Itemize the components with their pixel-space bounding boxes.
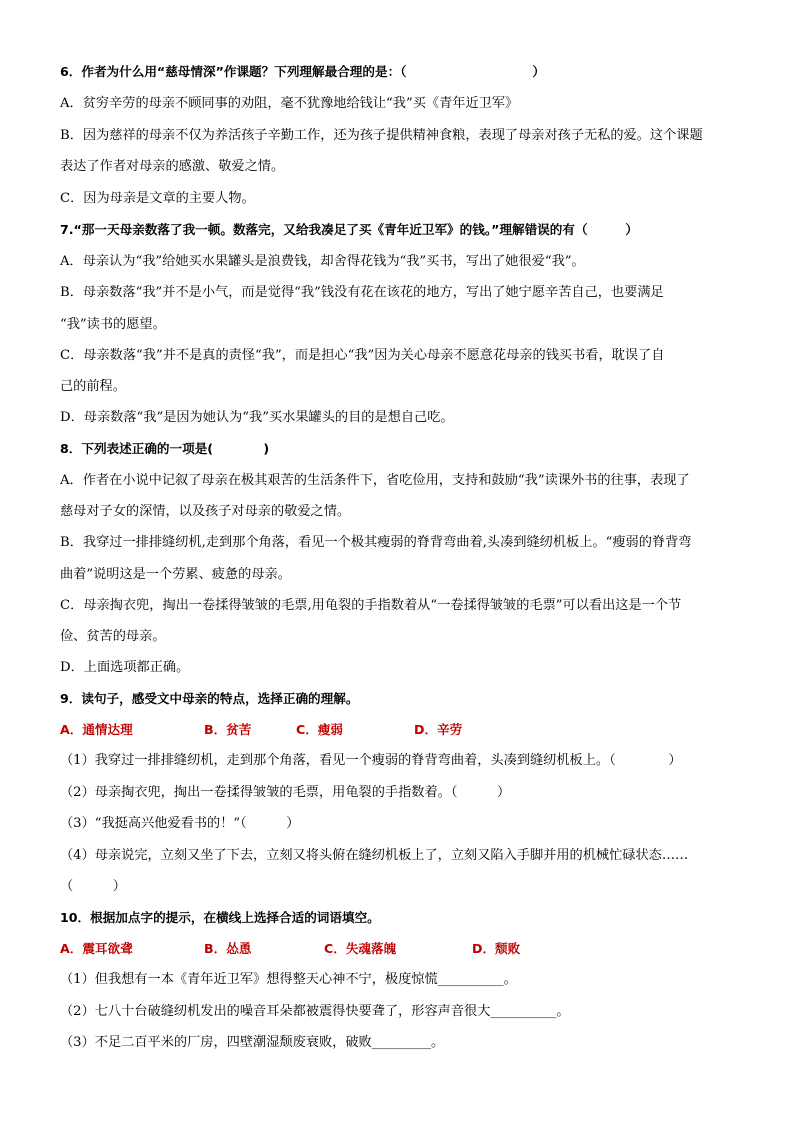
q10-option-c: C．失魂落魄 [324, 941, 397, 956]
q7-option-b-line1: B．母亲数落“我”并不是小气，而是觉得“我”钱没有花在该花的地方，写出了她宁愿辛苦自己，也要满足 [60, 285, 664, 300]
q9-option-c: C．瘦弱 [296, 722, 344, 737]
q9-sentence-1: （1）我穿过一排排缝纫机，走到那个角落，看见一个瘦弱的脊背弯曲着，头凑到缝纫机板上。（ ） [60, 753, 682, 768]
q10-option-a: A．震耳欲聋 [60, 941, 133, 956]
q8-option-b-line2: 曲着”说明这是一个劳累、疲惫的母亲。 [60, 567, 291, 582]
q9-option-b: B．贫苦 [204, 722, 252, 737]
q9-sentence-2: （2）母亲掏衣兜，掏出一卷揉得皱皱的毛票，用龟裂的手指数着。（ ） [60, 785, 511, 800]
q10-sentence-2: （2）七八十台破缝纫机发出的噪音耳朵都被震得快要聋了，形容声音很大__________。 [60, 1004, 570, 1019]
q8-option-d: D．上面选项都正确。 [60, 660, 190, 675]
q9-sentence-3: （3）“我挺高兴他爱看书的！”（ ） [60, 816, 300, 831]
q6-option-a: A．贫穷辛劳的母亲不顾同事的劝阻，毫不犹豫地给钱让“我”买《青年近卫军》 [60, 96, 519, 111]
q9-option-a: A．通情达理 [60, 722, 133, 737]
q8-option-c-line2: 俭、贫苦的母亲。 [60, 629, 166, 644]
q7-stem: 7.“那一天母亲数落了我一顿。数落完，又给我凑足了买《青年近卫军》的钱。”理解错误的有（ ） [60, 222, 638, 237]
q9-sentence-4-line2: （ ） [60, 879, 126, 894]
q9-sentence-4-line1: （4）母亲说完，立刻又坐了下去，立刻又将头俯在缝纫机板上了，立刻又陷入手脚并用的机械忙碌状态…… [60, 848, 689, 863]
q6-option-b-line2: 表达了作者对母亲的感激、敬爱之情。 [60, 159, 285, 174]
q8-option-b-line1: B．我穿过一排排缝纫机,走到那个角落，看见一个极其瘦弱的脊背弯曲着,头凑到缝纫机板上。“瘦弱的脊背弯 [60, 535, 692, 550]
q9-option-d: D．辛劳 [414, 722, 463, 737]
q6-option-b-line1: B．因为慈祥的母亲不仅为养活孩子辛勤工作，还为孩子提供精神食粮，表现了母亲对孩子无私的爱。这个课题 [60, 128, 703, 143]
q9-stem: 9．读句子，感受文中母亲的特点，选择正确的理解。 [60, 691, 359, 706]
q10-option-d: D．颓败 [472, 941, 521, 956]
q8-option-a-line2: 慈母对子女的深情，以及孩子对母亲的敬爱之情。 [60, 504, 351, 519]
q6-stem: 6．作者为什么用“慈母情深”作课题？下列理解最合理的是：（ ） [60, 64, 545, 79]
q7-option-c-line1: C．母亲数落“我”并不是真的责怪“我”，而是担心“我”因为关心母亲不愿意花母亲的钱买书看，耽误了自 [60, 348, 665, 363]
q6-option-c: C．因为母亲是文章的主要人物。 [60, 191, 255, 206]
q10-sentence-3: （3）不足二百平米的厂房，四壁潮湿颓废衰败，破败_________。 [60, 1035, 445, 1050]
q8-stem: 8．下列表述正确的一项是( ) [60, 441, 270, 456]
q10-stem: 10．根据加点字的提示，在横线上选择合适的词语填空。 [60, 910, 380, 925]
q7-option-d: D．母亲数落“我”是因为她认为“我”买水果罐头的目的是想自己吃。 [60, 410, 454, 425]
q10-option-b: B．怂恿 [204, 941, 252, 956]
q7-option-c-line2: 己的前程。 [60, 379, 126, 394]
q8-option-a-line1: A．作者在小说中记叙了母亲在极其艰苦的生活条件下，省吃俭用，支持和鼓励“我”读课外书的往事，表现了 [60, 473, 690, 488]
q7-option-b-line2: “我”读书的愿望。 [60, 317, 166, 332]
q8-option-c-line1: C．母亲掏衣兜，掏出一卷揉得皱皱的毛票,用龟裂的手指数着从“一卷揉得皱皱的毛票”可以看出这是一个节 [60, 598, 682, 613]
q7-option-a: A．母亲认为“我”给她买水果罐头是浪费钱，却舍得花钱为“我”买书，写出了她很爱“我”。 [60, 254, 585, 269]
q10-sentence-1: （1）但我想有一本《青年近卫军》想得整天心神不宁，极度惊慌__________。 [60, 972, 517, 987]
